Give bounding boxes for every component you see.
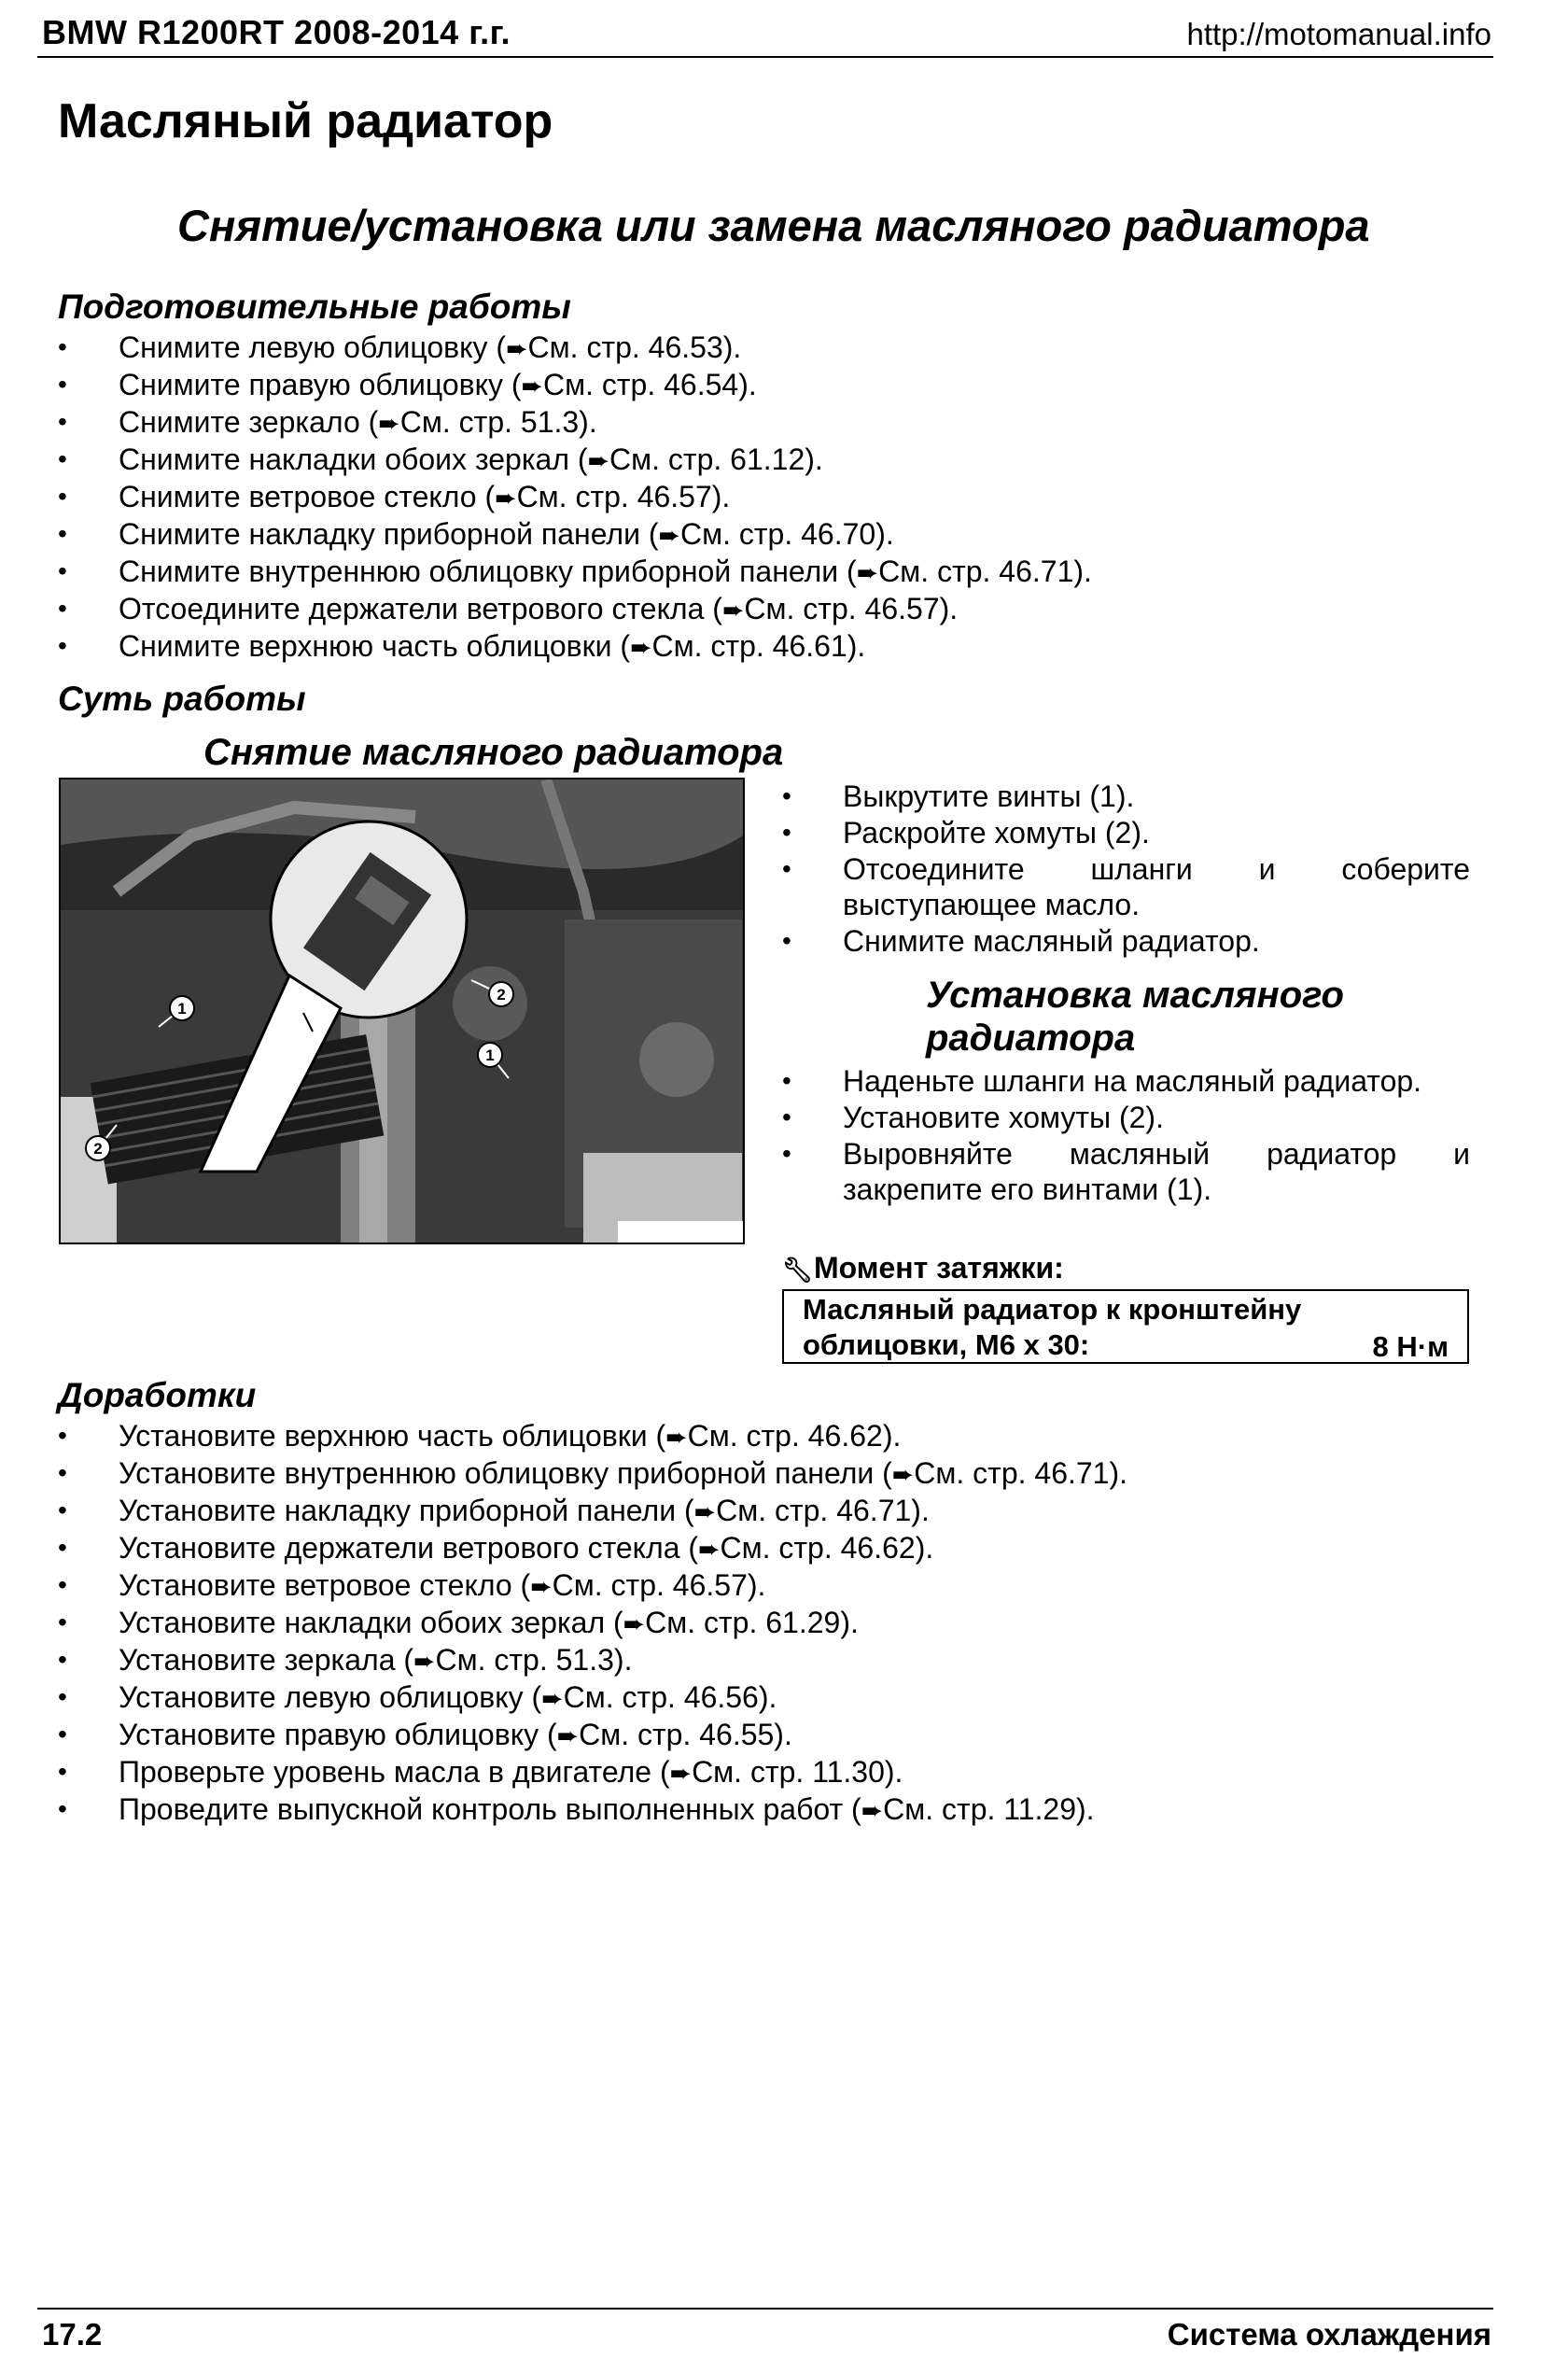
- list-item: • Выкрутите винты (1).: [782, 779, 1470, 814]
- arrow-right-icon: ➨: [506, 334, 528, 363]
- arrow-right-icon: ➨: [721, 596, 745, 625]
- callout-1: 1: [485, 1046, 495, 1064]
- arrow-right-icon: ➨: [630, 633, 652, 662]
- callout-2: 2: [497, 986, 506, 1004]
- list-item: • Выровняйте масляный радиатор и закрепите его винтами (1).: [782, 1136, 1470, 1207]
- list-item: • Установите верхнюю часть облицовки (➨См. стр. 46.62).: [58, 1417, 1127, 1454]
- list-item: • Установите правую облицовку (➨См. стр. 46.55).: [58, 1716, 1127, 1753]
- arrow-right-icon: ➨: [658, 521, 680, 550]
- list-item: • Снимите накладку приборной панели (➨См. стр. 46.70).: [58, 515, 1092, 553]
- page-title: Масляный радиатор: [58, 94, 553, 148]
- arrow-right-icon: ➨: [587, 446, 610, 475]
- prep-list: [58, 329, 1092, 665]
- list-item: • Установите накладку приборной панели (➨См. стр. 46.71).: [58, 1492, 1127, 1529]
- arrow-right-icon: ➨: [530, 1572, 553, 1601]
- list-item: • Снимите накладки обоих зеркал (➨См. стр. 61.12).: [58, 441, 1092, 478]
- arrow-right-icon: ➨: [891, 1460, 915, 1489]
- arrow-right-icon: ➨: [521, 372, 543, 400]
- removal-title: Снятие масляного радиатора: [203, 732, 784, 773]
- header-url[interactable]: http://motomanual.info: [1186, 17, 1491, 51]
- list-item: • Снимите масляный радиатор.: [782, 923, 1470, 959]
- finish-list: [58, 1417, 1127, 1828]
- arrow-right-icon: ➨: [856, 558, 879, 587]
- list-item: • Снимите верхнюю часть облицовки (➨См. стр. 46.61).: [58, 627, 1092, 665]
- footer-section: Система охлаждения: [1167, 2317, 1491, 2352]
- callout-2: 2: [93, 1140, 103, 1158]
- list-item: • Установите держатели ветрового стекла (➨См. стр. 46.62).: [58, 1529, 1127, 1566]
- callout-1: 1: [177, 1000, 187, 1018]
- list-item: • Снимите левую облицовку (➨См. стр. 46.53).: [58, 329, 1092, 366]
- section-title: Снятие/установка или замена масляного радиатора: [177, 201, 1370, 250]
- torque-line-2: облицовки, M6 x 30:: [803, 1328, 1090, 1361]
- install-title: Установка масляного радиатора: [926, 975, 1344, 1059]
- removal-steps: [782, 779, 1470, 960]
- header-title: BMW R1200RT 2008-2014 г.г.: [42, 13, 511, 51]
- list-item: • Установите накладки обоих зеркал (➨См. стр. 61.29).: [58, 1604, 1127, 1641]
- oil-radiator-photo: [59, 778, 745, 1244]
- list-item: • Отсоедините держатели ветрового стекла (➨См. стр. 46.57).: [58, 590, 1092, 627]
- footer-rule: [37, 2308, 1493, 2310]
- page-number: 17.2: [42, 2317, 103, 2352]
- list-item: • Снимите зеркало (➨См. стр. 51.3).: [58, 403, 1092, 441]
- arrow-right-icon: ➨: [693, 1497, 717, 1526]
- torque-heading: 🔧︎Момент затяжки:: [782, 1251, 1064, 1285]
- list-item: • Установите левую облицовку (➨См. стр. 46.56).: [58, 1678, 1127, 1716]
- torque-spec-box: [782, 1289, 1469, 1364]
- wrench-icon: 🔧︎: [782, 1256, 814, 1284]
- prep-heading: Подготовительные работы: [58, 288, 571, 326]
- install-steps: [782, 1063, 1470, 1208]
- list-item: • Проведите выпускной контроль выполненных работ (➨См. стр. 11.29).: [58, 1790, 1127, 1828]
- arrow-right-icon: ➨: [669, 1759, 693, 1788]
- list-item: • Раскройте хомуты (2).: [782, 815, 1470, 850]
- oil-radiator-illustration: [61, 779, 743, 1243]
- torque-value: 8 Н·м: [1372, 1330, 1449, 1363]
- work-heading: Суть работы: [58, 680, 306, 718]
- list-item: • Отсоедините шланги и соберите выступающее масло.: [782, 851, 1470, 922]
- arrow-right-icon: ➨: [698, 1535, 721, 1564]
- list-item: • Установите хомуты (2).: [782, 1100, 1470, 1135]
- list-item: • Наденьте шланги на масляный радиатор.: [782, 1063, 1470, 1099]
- list-item: • Снимите внутреннюю облицовку приборной панели (➨См. стр. 46.71).: [58, 553, 1092, 590]
- list-item: • Установите внутреннюю облицовку приборной панели (➨См. стр. 46.71).: [58, 1454, 1127, 1492]
- arrow-right-icon: ➨: [378, 409, 400, 438]
- arrow-right-icon: ➨: [556, 1721, 580, 1750]
- list-item: • Проверьте уровень масла в двигателе (➨См. стр. 11.30).: [58, 1753, 1127, 1790]
- torque-line-1: Масляный радиатор к кронштейну: [803, 1293, 1302, 1326]
- arrow-right-icon: ➨: [413, 1647, 436, 1676]
- list-item: • Снимите правую облицовку (➨См. стр. 46.54).: [58, 366, 1092, 403]
- list-item: • Снимите ветровое стекло (➨См. стр. 46.57).: [58, 478, 1092, 515]
- list-item: • Установите ветровое стекло (➨См. стр. 46.57).: [58, 1566, 1127, 1604]
- arrow-right-icon: ➨: [623, 1609, 646, 1638]
- arrow-right-icon: ➨: [665, 1423, 688, 1452]
- header-rule: [37, 56, 1493, 58]
- finish-heading: Доработки: [58, 1376, 257, 1414]
- arrow-right-icon: ➨: [861, 1796, 884, 1825]
- arrow-right-icon: ➨: [495, 484, 517, 513]
- arrow-right-icon: ➨: [541, 1684, 564, 1713]
- list-item: • Установите зеркала (➨См. стр. 51.3).: [58, 1641, 1127, 1678]
